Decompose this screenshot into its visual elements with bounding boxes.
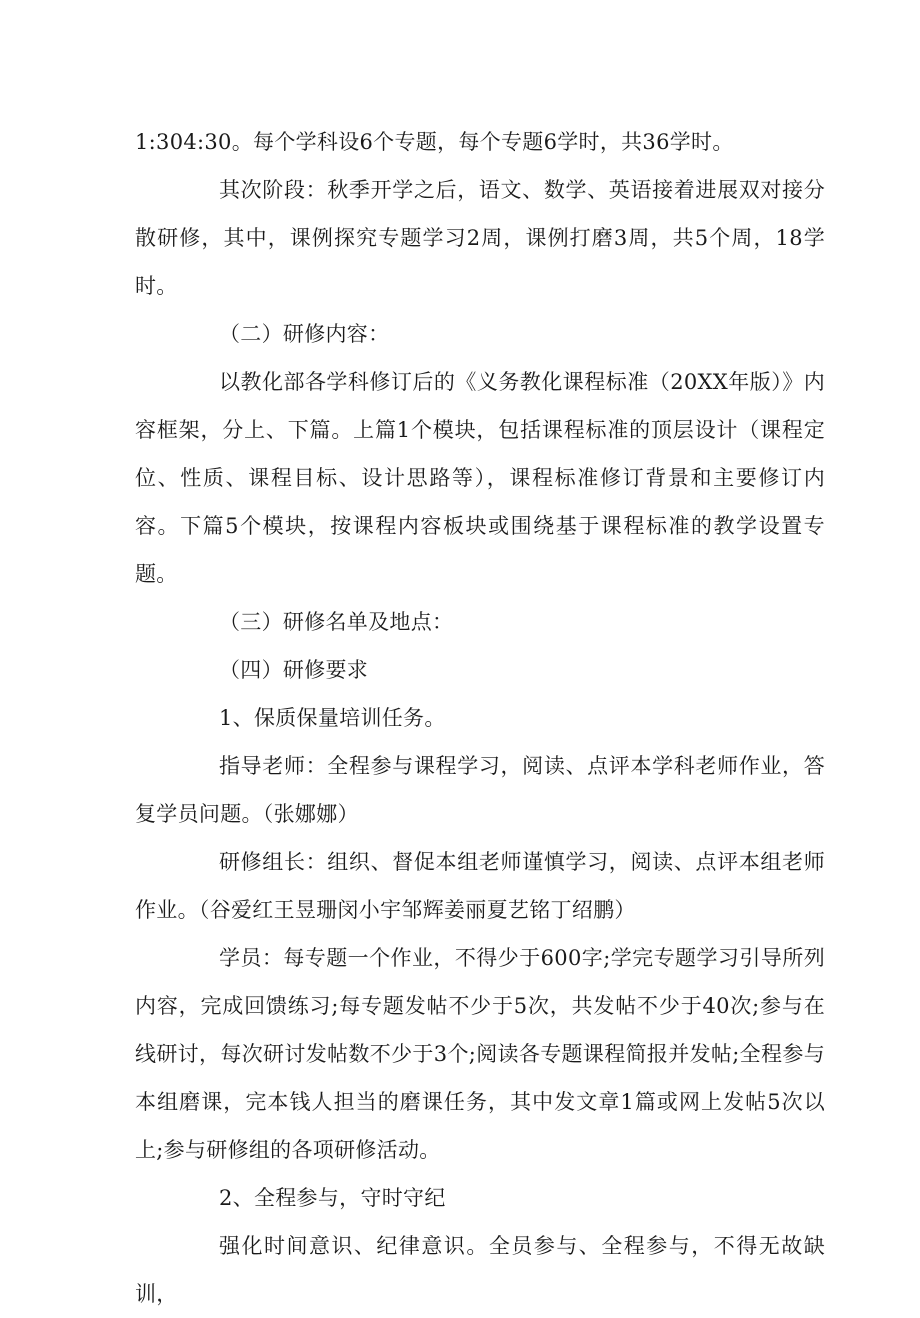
paragraph-schedule-time: 1:304:30。每个学科设6个专题，每个专题6学时，共36学时。 — [135, 130, 734, 154]
paragraph-group-leader: 研修组长：组织、督促本组老师谨慎学习，阅读、点评本组老师作业。（谷爱红王昱珊闵小宇邹辉姜丽夏艺铭丁绍鹏） — [135, 850, 825, 922]
paragraph-study-content: 以教化部各学科修订后的《义务教化课程标准（20XX年版）》内容框架，分上、下篇。上篇1个模块，包括课程标准的顶层设计（课程定位、性质、课程目标、设计思路等），课程标准修订背景和主要修订内容。下篇5个模块，按课程内容板块或围绕基于课程标准的教学设置专题。 — [135, 370, 825, 586]
heading-full-participation: 2、全程参与，守时守纪 — [219, 1186, 446, 1210]
document-body — [135, 118, 825, 1318]
heading-requirements: （四）研修要求 — [219, 658, 369, 682]
heading-roster-location: （三）研修名单及地点： — [219, 610, 454, 634]
heading-study-content: （二）研修内容： — [219, 322, 390, 346]
paragraph-discipline: 强化时间意识、纪律意识。全员参与、全程参与，不得无故缺训， — [135, 1234, 825, 1306]
heading-task-quality: 1、保质保量培训任务。 — [219, 706, 446, 730]
paragraph-instructor: 指导老师：全程参与课程学习，阅读、点评本学科老师作业，答复学员问题。（张娜娜） — [135, 754, 825, 826]
paragraph-trainee: 学员：每专题一个作业，不得少于600字;学完专题学习引导所列内容，完成回馈练习;每专题发帖不少于5次，共发帖不少于40次;参与在线研讨，每次研讨发帖数不少于3个;阅读各专题课程简报并发帖;全程参与本组磨课，完本钱人担当的磨课任务，其中发文章1篇或网上发帖5次以上;参与研修组的各项研修活动。 — [135, 946, 825, 1162]
paragraph-second-stage: 其次阶段：秋季开学之后，语文、数学、英语接着进展双对接分散研修，其中，课例探究专题学习2周，课例打磨3周，共5个周，18学时。 — [135, 178, 825, 298]
